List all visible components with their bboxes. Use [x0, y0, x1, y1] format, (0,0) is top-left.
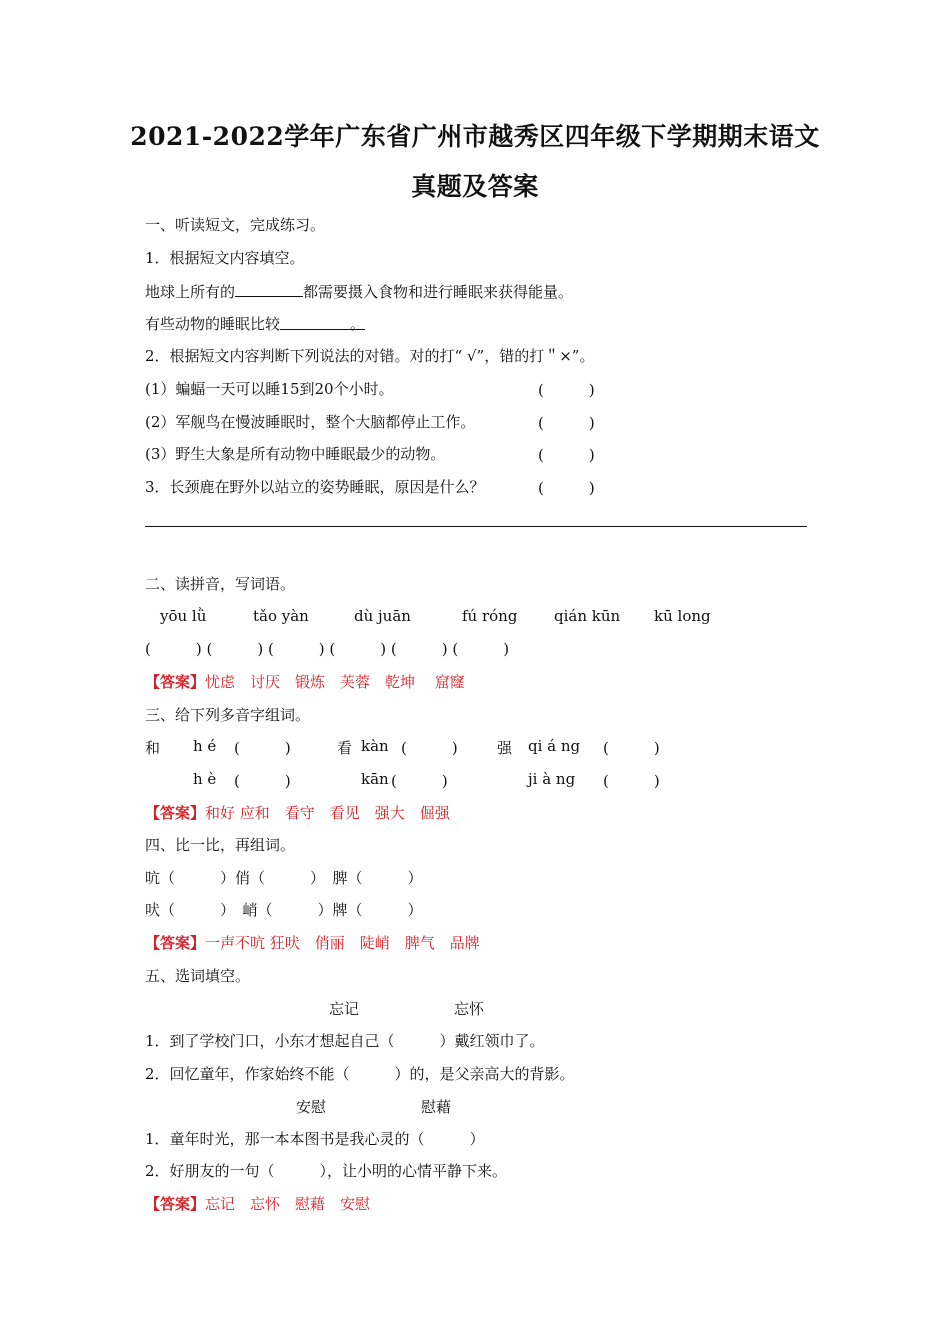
document-title-line2: 真题及答案 — [411, 172, 539, 201]
polyphone-py-3b: ji à ng — [528, 770, 576, 788]
polyphone-paren-2b: ( ) — [391, 772, 448, 790]
polyphone-paren-3a: ( ) — [603, 739, 660, 757]
word-choice-2: 忘怀 — [454, 1000, 485, 1018]
judge-paren-2: ( ) — [538, 414, 595, 432]
polyphone-paren-3b: ( ) — [603, 772, 660, 790]
choice-sentence-4: 2．好朋友的一句（ ），让小明的心情平静下来。 — [145, 1162, 508, 1180]
section3-heading: 三、给下列多音字组词。 — [145, 706, 311, 724]
pinyin-4: fú róng — [462, 607, 518, 625]
answer-text: 一声不吭 狂吠 俏丽 陡峭 脾气 品牌 — [205, 934, 480, 952]
fill2-blank: 。 — [280, 314, 365, 330]
answer-tag: 【答案】 — [145, 673, 206, 691]
word-choice-1: 忘记 — [329, 1000, 360, 1018]
answer-tag: 【答案】 — [145, 934, 206, 952]
word-choice-3: 安慰 — [296, 1098, 327, 1116]
section2-answer — [145, 672, 465, 692]
polyphone-paren-1b: ( ) — [234, 772, 291, 790]
section4-heading: 四、比一比，再组词。 — [145, 836, 296, 854]
fill-sentence-2 — [145, 314, 365, 334]
section5-heading: 五、选词填空。 — [145, 967, 251, 985]
polyphone-py-1a: h é — [193, 737, 217, 755]
polyphone-py-3a: qi á ng — [528, 737, 581, 755]
pinyin-3: dù juān — [354, 607, 411, 625]
judge-item-3: (3）野生大象是所有动物中睡眠最少的动物。 — [145, 445, 446, 463]
section1-q3: 3．长颈鹿在野外以站立的姿势睡眠，原因是什么？ — [145, 478, 485, 496]
answer-text: 和好 应和 看守 看见 强大 倔强 — [205, 804, 450, 822]
pinyin-5: qián kūn — [554, 607, 621, 625]
answer-tag: 【答案】 — [145, 1195, 206, 1213]
q3-paren: ( ) — [538, 479, 595, 497]
pinyin-parens: ( ) ( ) ( ) ( ) ( ) ( ) — [145, 640, 510, 658]
answer-line — [145, 526, 807, 527]
judge-paren-3: ( ) — [538, 446, 595, 464]
polyphone-char-2: 看 — [337, 739, 353, 757]
word-choice-4: 慰藉 — [421, 1098, 452, 1116]
section4-answer — [145, 933, 480, 953]
answer-tag: 【答案】 — [145, 804, 206, 822]
fill1-blank — [235, 281, 303, 297]
document-title-line1: 2021-2022学年广东省广州市越秀区四年级下学期期末语文 — [130, 122, 820, 151]
polyphone-char-3: 强 — [497, 739, 513, 757]
section1-q1: 1．根据短文内容填空。 — [145, 249, 305, 267]
section5-answer — [145, 1194, 370, 1214]
pinyin-6: kū long — [654, 607, 711, 625]
polyphone-py-1b: h è — [193, 770, 217, 788]
judge-item-2: (2）军舰鸟在慢波睡眠时，整个大脑都停止工作。 — [145, 413, 476, 431]
polyphone-paren-1a: ( ) — [234, 739, 291, 757]
polyphone-py-2b: kān — [361, 770, 389, 788]
judge-paren-1: ( ) — [538, 381, 595, 399]
compare-row-1: 吭（ ）俏（ ） 脾（ ） — [145, 869, 423, 887]
choice-sentence-2: 2．回忆童年，作家始终不能（ ）的，是父亲高大的背影。 — [145, 1065, 575, 1083]
judge-item-1: (1）蝙蝠一天可以睡15到20个小时。 — [145, 380, 394, 398]
compare-row-2: 吠（ ） 峭（ ）牌（ ） — [145, 901, 423, 919]
fill2-before: 有些动物的睡眠比较 — [145, 315, 281, 333]
choice-sentence-3: 1．童年时光，那一本本图书是我心灵的（ ） — [145, 1130, 485, 1148]
section3-answer — [145, 803, 450, 823]
polyphone-py-2a: kàn — [361, 737, 389, 755]
choice-sentence-1: 1．到了学校门口，小东才想起自己（ ）戴红领巾了。 — [145, 1032, 545, 1050]
section1-heading: 一、听读短文，完成练习。 — [145, 216, 326, 234]
answer-text: 忧虑 讨厌 锻炼 芙蓉 乾坤 窟窿 — [205, 673, 465, 691]
answer-text: 忘记 忘怀 慰藉 安慰 — [205, 1195, 371, 1213]
polyphone-paren-2a: ( ) — [401, 739, 458, 757]
pinyin-1: yōu lǜ — [160, 607, 207, 625]
fill1-after: 都需要摄入食物和进行睡眠来获得能量。 — [303, 283, 574, 301]
fill1-before: 地球上所有的 — [145, 283, 236, 301]
pinyin-2: tǎo yàn — [253, 607, 309, 625]
fill-sentence-1 — [145, 281, 573, 302]
polyphone-char-1: 和 — [145, 739, 161, 757]
section1-q2: 2．根据短文内容判断下列说法的对错。对的打“ √”，错的打＂×”。 — [145, 347, 595, 365]
section2-heading: 二、读拼音，写词语。 — [145, 575, 296, 593]
